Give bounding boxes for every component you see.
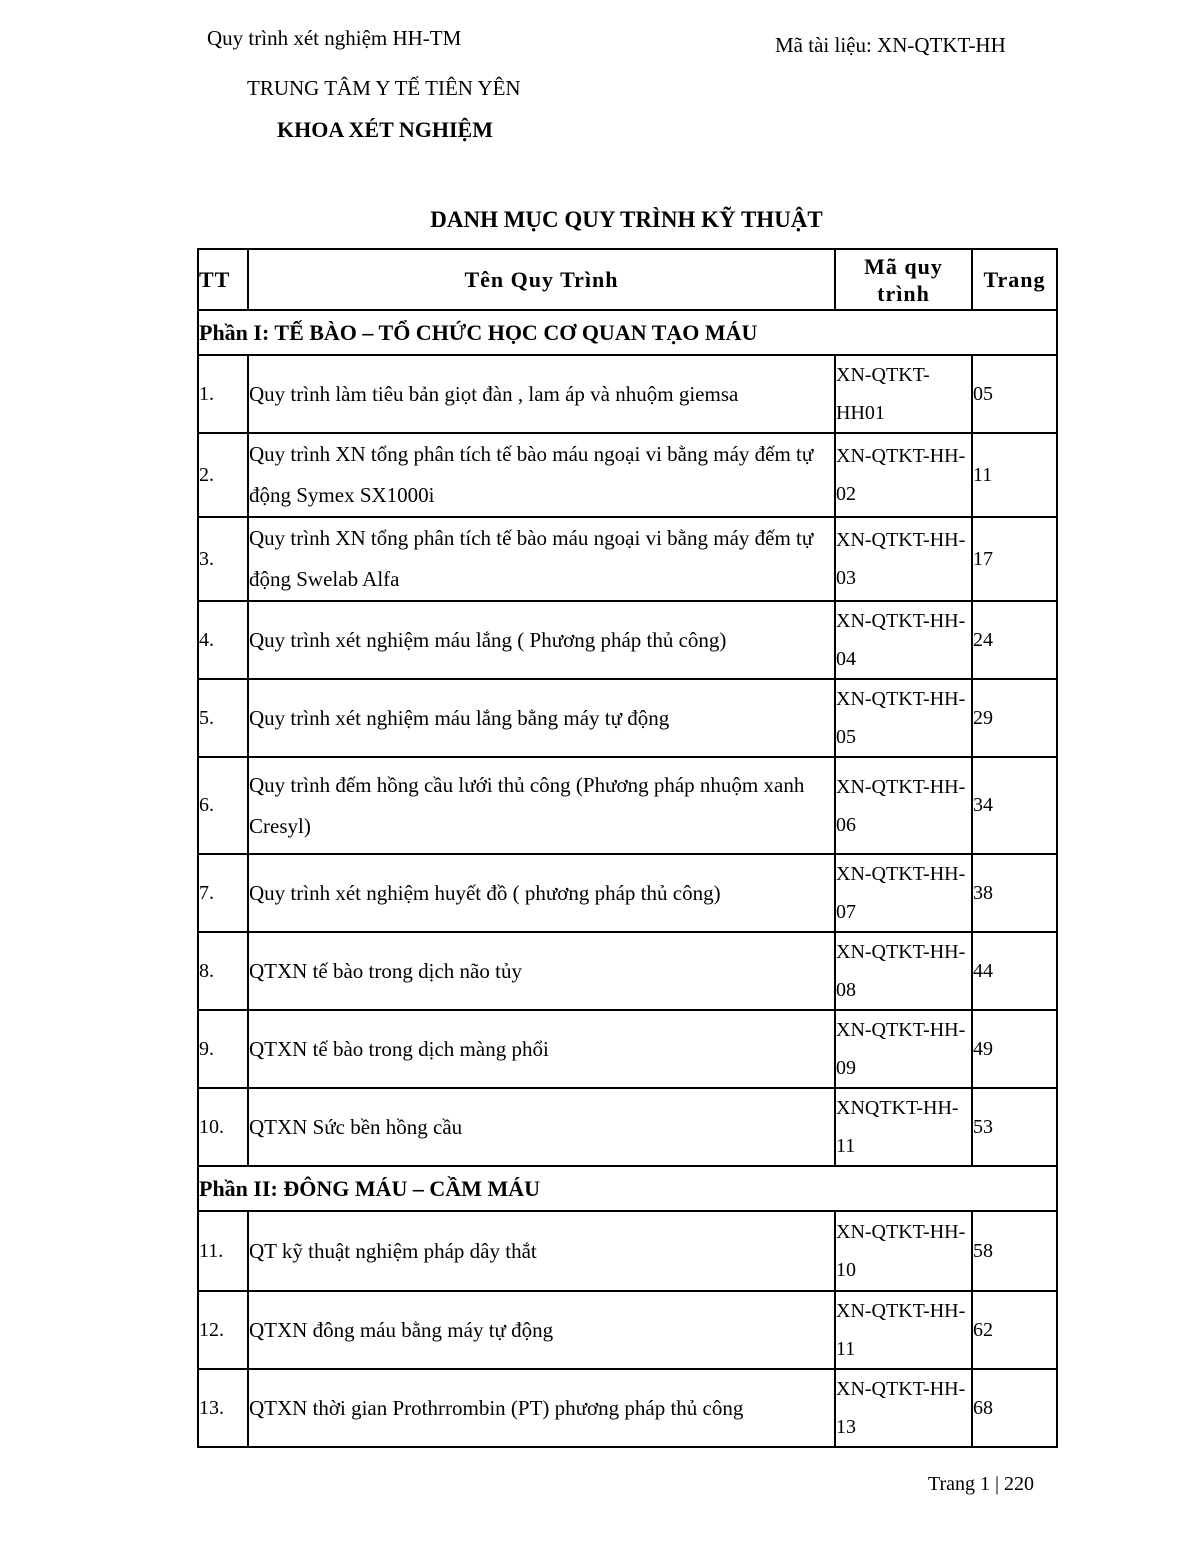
procedure-name: QTXN tế bào trong dịch não tủy — [248, 932, 835, 1010]
page-ref: 62 — [972, 1291, 1057, 1369]
page-ref: 44 — [972, 932, 1057, 1010]
page-ref: 05 — [972, 355, 1057, 433]
table-row — [198, 517, 1057, 601]
page-ref: 53 — [972, 1088, 1057, 1166]
document-code: Mã tài liệu: XN-QTKT-HH — [775, 33, 1006, 57]
row-number: 9. — [198, 1010, 248, 1088]
procedure-code: XN-QTKT-HH-03 — [835, 517, 972, 601]
table-row — [198, 679, 1057, 757]
procedure-code: XNQTKT-HH-11 — [835, 1088, 972, 1166]
procedure-name: Quy trình XN tổng phân tích tế bào máu ngoại vi bằng máy đếm tự động Symex SX1000i — [248, 433, 835, 517]
procedure-name: Quy trình xét nghiệm máu lắng ( Phương pháp thủ công) — [248, 601, 835, 679]
section-row — [198, 310, 1057, 355]
section-row — [198, 1166, 1057, 1211]
page-ref: 24 — [972, 601, 1057, 679]
procedure-code: XN-QTKT-HH-08 — [835, 932, 972, 1010]
procedure-name: Quy trình xét nghiệm máu lắng bằng máy tự động — [248, 679, 835, 757]
page-title: DANH MỤC QUY TRÌNH KỸ THUẬT — [430, 207, 823, 232]
header-page: Trang — [972, 249, 1057, 310]
row-number: 7. — [198, 854, 248, 932]
procedure-name: Quy trình XN tổng phân tích tế bào máu ngoại vi bằng máy đếm tự động Swelab Alfa — [248, 517, 835, 601]
table-row — [198, 1211, 1057, 1291]
table-row — [198, 854, 1057, 932]
page-ref: 58 — [972, 1211, 1057, 1291]
procedure-code: XN-QTKT-HH-13 — [835, 1369, 972, 1447]
row-number: 1. — [198, 355, 248, 433]
page-ref: 38 — [972, 854, 1057, 932]
procedure-name: Quy trình đếm hồng cầu lưới thủ công (Phương pháp nhuộm xanh Cresyl) — [248, 757, 835, 854]
procedure-name: QT kỹ thuật nghiệm pháp dây thắt — [248, 1211, 835, 1291]
table-row — [198, 433, 1057, 517]
procedure-code: XN-QTKT-HH-07 — [835, 854, 972, 932]
procedure-name: QTXN tế bào trong dịch màng phổi — [248, 1010, 835, 1088]
procedure-table — [197, 248, 1058, 1448]
procedure-code: XN-QTKT-HH-04 — [835, 601, 972, 679]
table-row — [198, 601, 1057, 679]
section-title: Phần II: ĐÔNG MÁU – CẦM MÁU — [198, 1166, 1057, 1211]
page-number: Trang 1 | 220 — [928, 1473, 1035, 1495]
table-row — [198, 757, 1057, 854]
section-title: Phần I: TẾ BÀO – TỔ CHỨC HỌC CƠ QUAN TẠO MÁU — [198, 310, 1057, 355]
table-row — [198, 1088, 1057, 1166]
procedure-code: XN-QTKT-HH-09 — [835, 1010, 972, 1088]
header-code: Mã quy trình — [835, 249, 972, 310]
procedure-name: QTXN đông máu bằng máy tự động — [248, 1291, 835, 1369]
organization-name: TRUNG TÂM Y TẾ TIÊN YÊN — [247, 76, 521, 100]
procedure-code: XN-QTKT-HH-11 — [835, 1291, 972, 1369]
procedure-name: QTXN Sức bền hồng cầu — [248, 1088, 835, 1166]
page-ref: 68 — [972, 1369, 1057, 1447]
row-number: 11. — [198, 1211, 248, 1291]
row-number: 5. — [198, 679, 248, 757]
table-header-row — [198, 249, 1057, 310]
procedure-code: XN-QTKT-HH-10 — [835, 1211, 972, 1291]
table-body — [198, 310, 1057, 1447]
page-ref: 34 — [972, 757, 1057, 854]
row-number: 3. — [198, 517, 248, 601]
header-name: Tên Quy Trình — [248, 249, 835, 310]
row-number: 4. — [198, 601, 248, 679]
page-ref: 11 — [972, 433, 1057, 517]
table-row — [198, 1291, 1057, 1369]
table-row — [198, 1010, 1057, 1088]
procedure-code: XN-QTKT-HH01 — [835, 355, 972, 433]
row-number: 12. — [198, 1291, 248, 1369]
procedure-code: XN-QTKT-HH-06 — [835, 757, 972, 854]
department-name: KHOA XÉT NGHIỆM — [277, 117, 493, 142]
row-number: 8. — [198, 932, 248, 1010]
row-number: 10. — [198, 1088, 248, 1166]
procedure-name: QTXN thời gian Prothrrombin (PT) phương pháp thủ công — [248, 1369, 835, 1447]
table-row — [198, 932, 1057, 1010]
procedure-code: XN-QTKT-HH-02 — [835, 433, 972, 517]
procedure-code: XN-QTKT-HH-05 — [835, 679, 972, 757]
table-row — [198, 1369, 1057, 1447]
row-number: 2. — [198, 433, 248, 517]
page-ref: 29 — [972, 679, 1057, 757]
procedure-name: Quy trình làm tiêu bản giọt đàn , lam áp và nhuộm giemsa — [248, 355, 835, 433]
page-ref: 49 — [972, 1010, 1057, 1088]
row-number: 6. — [198, 757, 248, 854]
header-tt: TT — [198, 249, 248, 310]
page-ref: 17 — [972, 517, 1057, 601]
row-number: 13. — [198, 1369, 248, 1447]
procedure-name: Quy trình xét nghiệm huyết đồ ( phương pháp thủ công) — [248, 854, 835, 932]
running-header-title: Quy trình xét nghiệm HH-TM — [207, 26, 462, 50]
table-row — [198, 355, 1057, 433]
